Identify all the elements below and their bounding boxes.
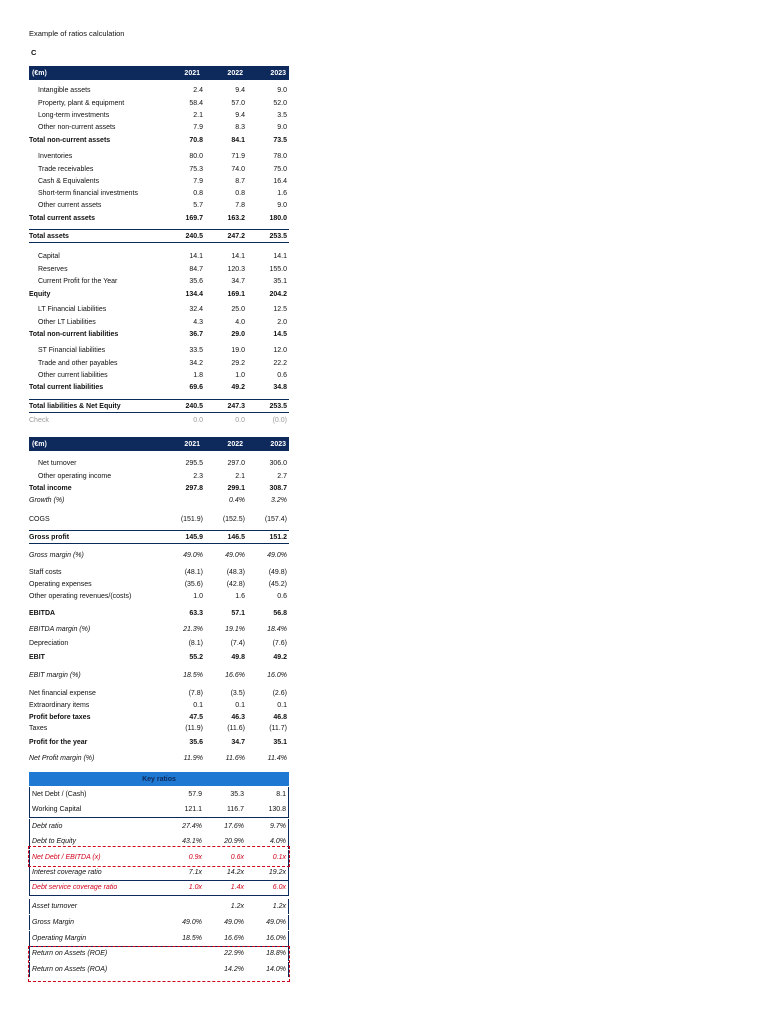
is-row-profit-for-the-year bbox=[29, 736, 289, 748]
bs-row-label: Intangible assets bbox=[38, 86, 91, 94]
is-cell-2023: 49.0% bbox=[267, 551, 287, 559]
is-row-label: COGS bbox=[29, 515, 50, 523]
kr-cell-2022: 1.2x bbox=[230, 903, 244, 910]
kr-cell-2023: 19.2x bbox=[268, 869, 286, 876]
is-cell-2022: 49.0% bbox=[225, 551, 245, 559]
is-row-staff-costs bbox=[29, 566, 289, 578]
kr-row-label: Debt ratio bbox=[32, 823, 63, 830]
is-row-label: Net turnover bbox=[38, 459, 77, 467]
bs-cell-2021: 240.5 bbox=[185, 232, 203, 240]
bs-cell-2022: 34.7 bbox=[231, 277, 245, 285]
is-cell-2023: 56.8 bbox=[273, 609, 287, 617]
bs-row-total-current-liabilities bbox=[29, 381, 289, 393]
kr-cell-2022: 20.9% bbox=[224, 838, 244, 845]
bs-row-label: Total non-current assets bbox=[29, 136, 111, 144]
is-row-gross-margin bbox=[29, 549, 289, 561]
bs-cell-2022: 8.3 bbox=[235, 123, 245, 131]
bs-cell-2022: 14.1 bbox=[231, 252, 245, 260]
is-cell-2021: (151.9) bbox=[180, 515, 203, 523]
bs-row-label: Capital bbox=[38, 252, 60, 260]
bs-cell-2023: 75.0 bbox=[273, 165, 287, 173]
is-row-label: Depreciation bbox=[29, 639, 69, 647]
bs-row-equity bbox=[29, 288, 289, 300]
kr-cell-2022: 14.2x bbox=[226, 869, 244, 876]
bs-row-trade-and-other-payables bbox=[29, 357, 289, 369]
bs-cell-2021: 36.7 bbox=[189, 330, 203, 338]
bs-row-lt-financial-liabilities bbox=[29, 303, 289, 315]
bs-row-capital bbox=[29, 250, 289, 262]
is-cell-2023: 3.2% bbox=[271, 496, 287, 504]
is-cell-2021: (7.8) bbox=[188, 689, 203, 697]
kr-cell-2022: 49.0% bbox=[224, 919, 244, 926]
is-row-label: Net Profit margin (%) bbox=[29, 754, 95, 762]
is-cell-2023: 49.2 bbox=[273, 653, 287, 661]
kr-row-label: Return on Assets (ROA) bbox=[32, 966, 108, 973]
bs-cell-2022: 29.0 bbox=[231, 330, 245, 338]
bs-cell-2023: 34.8 bbox=[273, 383, 287, 391]
bs-cell-2021: 134.4 bbox=[185, 290, 203, 298]
bs-cell-2022: 247.2 bbox=[227, 232, 245, 240]
is-cell-2022: 299.1 bbox=[227, 484, 245, 492]
is-cell-2022: 146.5 bbox=[227, 533, 245, 541]
kr-row-net-debt-cash bbox=[29, 787, 289, 802]
bs-row-label: Total non-current liabilities bbox=[29, 330, 119, 338]
is-row-label: Other operating income bbox=[38, 472, 112, 480]
is-cell-2021: 49.0% bbox=[183, 551, 203, 559]
is-cell-2022: 34.7 bbox=[231, 738, 245, 746]
bs-cell-2021: 0.0 bbox=[193, 416, 203, 424]
is-cell-2023: 0.1 bbox=[277, 701, 287, 709]
bs-row-other-non-current-assets bbox=[29, 121, 289, 133]
kr-row-label: Net Debt / EBITDA (x) bbox=[32, 854, 101, 861]
income-statement-header bbox=[29, 437, 289, 451]
is-cell-2023: 11.4% bbox=[267, 754, 287, 762]
bs-cell-2022: 29.2 bbox=[231, 359, 245, 367]
bs-cell-2023: 12.5 bbox=[273, 305, 287, 313]
bs-cell-2022: 120.3 bbox=[227, 265, 245, 273]
bs-cell-2021: 4.3 bbox=[193, 318, 203, 326]
bs-cell-2022: 25.0 bbox=[231, 305, 245, 313]
kr-cell-2021: 43.1% bbox=[182, 838, 202, 845]
bs-cell-2022: 19.0 bbox=[231, 346, 245, 354]
bs-row-long-term-investments bbox=[29, 109, 289, 121]
bs-row-reserves bbox=[29, 263, 289, 275]
is-row-ebit bbox=[29, 651, 289, 663]
bs-row-current-profit-for-the-year bbox=[29, 275, 289, 287]
is-row-label: Profit before taxes bbox=[29, 713, 91, 721]
is-cell-2023: (11.7) bbox=[269, 724, 287, 732]
is-cell-2023: 151.2 bbox=[269, 533, 287, 541]
bs-row-inventories bbox=[29, 150, 289, 162]
is-row-net-financial-expense bbox=[29, 687, 289, 699]
bs-row-label: Current Profit for the Year bbox=[38, 277, 118, 285]
bs-row-other-current-assets bbox=[29, 199, 289, 211]
bs-cell-2023: 155.0 bbox=[269, 265, 287, 273]
is-cell-2021: 63.3 bbox=[189, 609, 203, 617]
kr-cell-2023: 14.0% bbox=[266, 966, 286, 973]
bs-row-label: ST Financial liabilities bbox=[38, 346, 106, 354]
is-cell-2023: 0.6 bbox=[277, 592, 287, 600]
is-row-label: Net financial expense bbox=[29, 689, 96, 697]
bs-row-total-non-current-assets bbox=[29, 134, 289, 146]
is-cell-2021: 295.5 bbox=[185, 459, 203, 467]
bs-header-unit: (€m) bbox=[32, 69, 47, 77]
is-cell-2023: (157.4) bbox=[264, 515, 287, 523]
is-header-2023: 2023 bbox=[270, 440, 286, 448]
bs-cell-2022: 1.0 bbox=[235, 371, 245, 379]
is-row-label: Operating expenses bbox=[29, 580, 92, 588]
bs-cell-2023: 9.0 bbox=[277, 86, 287, 94]
is-row-label: Gross profit bbox=[29, 533, 70, 541]
bs-cell-2021: 58.4 bbox=[189, 99, 203, 107]
bs-cell-2023: 78.0 bbox=[273, 152, 287, 160]
balance-sheet-header bbox=[29, 66, 289, 80]
is-cell-2023: 46.8 bbox=[273, 713, 287, 721]
bs-cell-2021: 0.8 bbox=[193, 189, 203, 197]
page-title: Example of ratios calculation bbox=[29, 29, 125, 38]
kr-cell-2023: 8.1 bbox=[276, 791, 286, 798]
bs-cell-2022: 74.0 bbox=[231, 165, 245, 173]
is-cell-2022: 0.1 bbox=[235, 701, 245, 709]
bs-cell-2021: 240.5 bbox=[185, 402, 203, 410]
kr-row-return-on-assets-roa bbox=[29, 962, 289, 977]
bs-row-label: Equity bbox=[29, 290, 51, 298]
bs-cell-2023: 12.0 bbox=[273, 346, 287, 354]
bs-row-other-lt-liabilities bbox=[29, 316, 289, 328]
kr-row-debt-to-equity bbox=[29, 834, 289, 849]
bs-cell-2023: 22.2 bbox=[273, 359, 287, 367]
bs-header-2021: 2021 bbox=[184, 69, 200, 77]
bs-row-label: Property, plant & equipment bbox=[38, 99, 125, 107]
kr-row-label: Gross Margin bbox=[32, 919, 75, 926]
bs-row-label: Other current liabilities bbox=[38, 371, 108, 379]
bs-row-label: Check bbox=[29, 416, 49, 424]
bs-cell-2021: 1.8 bbox=[193, 371, 203, 379]
is-row-gross-profit bbox=[29, 530, 289, 544]
bs-cell-2021: 34.2 bbox=[189, 359, 203, 367]
bs-row-check bbox=[29, 414, 289, 426]
kr-row-operating-margin bbox=[29, 931, 289, 947]
bs-row-label: Total current liabilities bbox=[29, 383, 104, 391]
bs-cell-2023: 3.5 bbox=[277, 111, 287, 119]
is-cell-2022: 46.3 bbox=[231, 713, 245, 721]
kr-row-label: Debt service coverage ratio bbox=[32, 884, 118, 891]
kr-cell-2021: 18.5% bbox=[182, 935, 202, 942]
bs-cell-2021: 70.8 bbox=[189, 136, 203, 144]
is-cell-2021: 0.1 bbox=[193, 701, 203, 709]
bs-cell-2021: 80.0 bbox=[189, 152, 203, 160]
bs-cell-2021: 84.7 bbox=[189, 265, 203, 273]
kr-cell-2022: 17.6% bbox=[224, 823, 244, 830]
is-cell-2021: (35.6) bbox=[184, 580, 203, 588]
section-letter: C bbox=[31, 48, 37, 57]
is-cell-2023: 306.0 bbox=[269, 459, 287, 467]
is-row-other-operating-revenues-costs bbox=[29, 590, 289, 602]
bs-row-label: Total liabilities & Net Equity bbox=[29, 402, 121, 410]
bs-cell-2023: (0.0) bbox=[272, 416, 287, 424]
is-row-growth bbox=[29, 494, 289, 506]
is-cell-2022: 2.1 bbox=[235, 472, 245, 480]
bs-row-intangible-assets bbox=[29, 84, 289, 96]
is-row-label: Growth (%) bbox=[29, 496, 65, 504]
kr-cell-2023: 49.0% bbox=[266, 919, 286, 926]
is-row-label: Other operating revenues/(costs) bbox=[29, 592, 132, 600]
kr-row-label: Operating Margin bbox=[32, 935, 87, 942]
is-cell-2021: (8.1) bbox=[188, 639, 203, 647]
bs-cell-2021: 69.6 bbox=[189, 383, 203, 391]
bs-cell-2023: 180.0 bbox=[269, 214, 287, 222]
bs-cell-2023: 73.5 bbox=[273, 136, 287, 144]
bs-cell-2022: 247.3 bbox=[227, 402, 245, 410]
bs-cell-2022: 84.1 bbox=[231, 136, 245, 144]
is-header-2021: 2021 bbox=[184, 440, 200, 448]
is-cell-2022: 49.8 bbox=[231, 653, 245, 661]
bs-cell-2021: 32.4 bbox=[189, 305, 203, 313]
bs-cell-2022: 7.8 bbox=[235, 201, 245, 209]
bs-cell-2023: 253.5 bbox=[269, 232, 287, 240]
bs-row-cash-equivalents bbox=[29, 175, 289, 187]
bs-row-label: Inventories bbox=[38, 152, 73, 160]
is-cell-2022: 11.6% bbox=[225, 754, 245, 762]
is-cell-2021: 145.9 bbox=[185, 533, 203, 541]
is-row-total-income bbox=[29, 482, 289, 494]
is-cell-2022: 297.0 bbox=[227, 459, 245, 467]
kr-cell-2023: 4.0% bbox=[270, 838, 286, 845]
kr-cell-2021: 57.9 bbox=[188, 791, 202, 798]
is-cell-2021: (11.9) bbox=[185, 724, 203, 732]
bs-row-label: Long-term investments bbox=[38, 111, 110, 119]
bs-row-total-liabilities-net-equity bbox=[29, 399, 289, 413]
bs-row-label: Total current assets bbox=[29, 214, 96, 222]
bs-row-label: LT Financial Liabilities bbox=[38, 305, 107, 313]
is-row-net-profit-margin bbox=[29, 752, 289, 764]
kr-row-label: Working Capital bbox=[32, 806, 82, 813]
bs-cell-2023: 1.6 bbox=[277, 189, 287, 197]
kr-cell-2021: 7.1x bbox=[188, 869, 202, 876]
bs-cell-2022: 169.1 bbox=[227, 290, 245, 298]
bs-row-st-financial-liabilities bbox=[29, 344, 289, 356]
kr-row-return-on-assets-roe bbox=[29, 946, 289, 961]
is-cell-2021: 35.6 bbox=[189, 738, 203, 746]
bs-cell-2021: 35.6 bbox=[189, 277, 203, 285]
bs-row-label: Trade and other payables bbox=[38, 359, 118, 367]
is-row-label: Total income bbox=[29, 484, 72, 492]
is-row-ebitda bbox=[29, 607, 289, 619]
bs-row-label: Other non-current assets bbox=[38, 123, 116, 131]
is-row-label: Gross margin (%) bbox=[29, 551, 84, 559]
bs-cell-2022: 9.4 bbox=[235, 86, 245, 94]
is-cell-2023: 2.7 bbox=[277, 472, 287, 480]
is-row-label: EBIT bbox=[29, 653, 45, 661]
key-ratios-header: Key ratios bbox=[29, 772, 289, 786]
bs-cell-2022: 71.9 bbox=[231, 152, 245, 160]
kr-row-label: Interest coverage ratio bbox=[32, 869, 102, 876]
is-cell-2023: 308.7 bbox=[269, 484, 287, 492]
kr-row-asset-turnover bbox=[29, 899, 289, 914]
bs-cell-2021: 2.1 bbox=[193, 111, 203, 119]
is-cell-2022: (7.4) bbox=[230, 639, 245, 647]
kr-row-interest-coverage-ratio bbox=[29, 865, 289, 881]
kr-row-label: Return on Assets (ROE) bbox=[32, 950, 108, 957]
is-cell-2022: 19.1% bbox=[225, 625, 245, 633]
kr-cell-2022: 16.6% bbox=[224, 935, 244, 942]
is-row-ebit-margin bbox=[29, 669, 289, 681]
is-row-operating-expenses bbox=[29, 578, 289, 590]
kr-cell-2023: 16.0% bbox=[266, 935, 286, 942]
is-row-depreciation bbox=[29, 637, 289, 649]
is-cell-2021: 18.5% bbox=[183, 671, 203, 679]
is-cell-2021: (48.1) bbox=[184, 568, 203, 576]
bs-row-label: Reserves bbox=[38, 265, 68, 273]
bs-cell-2023: 9.0 bbox=[277, 201, 287, 209]
is-row-label: Profit for the year bbox=[29, 738, 88, 746]
bs-cell-2021: 7.9 bbox=[193, 123, 203, 131]
bs-row-trade-receivables bbox=[29, 163, 289, 175]
is-row-label: Extraordinary items bbox=[29, 701, 90, 709]
bs-cell-2021: 2.4 bbox=[193, 86, 203, 94]
kr-cell-2021: 27.4% bbox=[182, 823, 202, 830]
kr-row-net-debt-ebitda-x bbox=[29, 850, 289, 865]
is-row-taxes bbox=[29, 722, 289, 734]
is-cell-2021: 21.3% bbox=[183, 625, 203, 633]
bs-cell-2023: 52.0 bbox=[273, 99, 287, 107]
is-cell-2021: 47.5 bbox=[189, 713, 203, 721]
is-cell-2023: 18.4% bbox=[267, 625, 287, 633]
bs-row-total-non-current-liabilities bbox=[29, 328, 289, 340]
kr-cell-2023: 9.7% bbox=[270, 823, 286, 830]
kr-row-label: Net Debt / (Cash) bbox=[32, 791, 87, 798]
bs-cell-2023: 0.6 bbox=[277, 371, 287, 379]
is-row-label: EBITDA margin (%) bbox=[29, 625, 91, 633]
bs-row-label: Total assets bbox=[29, 232, 69, 240]
kr-cell-2022: 14.2% bbox=[224, 966, 244, 973]
bs-cell-2022: 8.7 bbox=[235, 177, 245, 185]
kr-cell-2023: 1.2x bbox=[272, 903, 286, 910]
is-cell-2022: 57.1 bbox=[231, 609, 245, 617]
kr-cell-2021: 49.0% bbox=[182, 919, 202, 926]
bs-cell-2021: 14.1 bbox=[189, 252, 203, 260]
is-cell-2022: (3.5) bbox=[230, 689, 245, 697]
kr-row-gross-margin bbox=[29, 915, 289, 930]
bs-cell-2023: 9.0 bbox=[277, 123, 287, 131]
kr-cell-2021: 1.0x bbox=[188, 884, 202, 891]
kr-cell-2022: 0.6x bbox=[230, 854, 244, 861]
is-row-label: Staff costs bbox=[29, 568, 62, 576]
bs-cell-2023: 35.1 bbox=[273, 277, 287, 285]
bs-row-label: Trade receivables bbox=[38, 165, 94, 173]
is-row-other-operating-income bbox=[29, 470, 289, 482]
is-row-label: EBITDA bbox=[29, 609, 56, 617]
bs-cell-2021: 169.7 bbox=[185, 214, 203, 222]
kr-row-debt-ratio bbox=[29, 819, 289, 834]
kr-cell-2021: 0.9x bbox=[188, 854, 202, 861]
is-cell-2021: 1.0 bbox=[193, 592, 203, 600]
bs-cell-2021: 33.5 bbox=[189, 346, 203, 354]
kr-cell-2022: 22.9% bbox=[224, 950, 244, 957]
is-cell-2022: (48.3) bbox=[226, 568, 245, 576]
bs-cell-2023: 204.2 bbox=[269, 290, 287, 298]
kr-cell-2021: 121.1 bbox=[184, 806, 202, 813]
is-cell-2023: (7.6) bbox=[272, 639, 287, 647]
bs-cell-2022: 0.0 bbox=[235, 416, 245, 424]
is-row-extraordinary-items bbox=[29, 699, 289, 711]
kr-cell-2023: 0.1x bbox=[272, 854, 286, 861]
bs-cell-2022: 57.0 bbox=[231, 99, 245, 107]
bs-cell-2023: 14.5 bbox=[273, 330, 287, 338]
is-cell-2023: (49.8) bbox=[268, 568, 287, 576]
is-header-unit: (€m) bbox=[32, 440, 47, 448]
kr-cell-2022: 1.4x bbox=[230, 884, 244, 891]
bs-header-2022: 2022 bbox=[227, 69, 243, 77]
kr-cell-2023: 130.8 bbox=[268, 806, 286, 813]
kr-row-debt-service-coverage-ratio bbox=[29, 880, 289, 896]
is-cell-2021: 55.2 bbox=[189, 653, 203, 661]
bs-row-property-plant-equipment bbox=[29, 97, 289, 109]
bs-row-label: Other current assets bbox=[38, 201, 102, 209]
is-row-label: EBIT margin (%) bbox=[29, 671, 81, 679]
is-cell-2022: (11.6) bbox=[227, 724, 245, 732]
is-cell-2021: 11.9% bbox=[183, 754, 203, 762]
bs-cell-2023: 14.1 bbox=[273, 252, 287, 260]
is-header-2022: 2022 bbox=[227, 440, 243, 448]
is-cell-2023: 35.1 bbox=[273, 738, 287, 746]
is-cell-2022: 1.6 bbox=[235, 592, 245, 600]
kr-cell-2023: 18.8% bbox=[266, 950, 286, 957]
bs-row-total-assets bbox=[29, 229, 289, 243]
is-row-label: Taxes bbox=[29, 724, 48, 732]
bs-cell-2021: 75.3 bbox=[189, 165, 203, 173]
is-row-net-turnover bbox=[29, 457, 289, 469]
bs-row-label: Short-term financial investments bbox=[38, 189, 138, 197]
bs-row-label: Other LT Liabilities bbox=[38, 318, 96, 326]
bs-header-2023: 2023 bbox=[270, 69, 286, 77]
bs-cell-2023: 16.4 bbox=[273, 177, 287, 185]
bs-cell-2022: 163.2 bbox=[227, 214, 245, 222]
bs-cell-2022: 0.8 bbox=[235, 189, 245, 197]
kr-cell-2023: 6.0x bbox=[272, 884, 286, 891]
bs-row-short-term-financial-investments bbox=[29, 187, 289, 199]
bs-cell-2023: 2.0 bbox=[277, 318, 287, 326]
is-row-ebitda-margin bbox=[29, 623, 289, 635]
is-row-cogs bbox=[29, 513, 289, 525]
is-cell-2023: (45.2) bbox=[268, 580, 287, 588]
bs-cell-2021: 7.9 bbox=[193, 177, 203, 185]
bs-row-other-current-liabilities bbox=[29, 369, 289, 381]
is-cell-2021: 2.3 bbox=[193, 472, 203, 480]
bs-cell-2022: 49.2 bbox=[231, 383, 245, 391]
is-cell-2022: 0.4% bbox=[229, 496, 245, 504]
kr-row-label: Asset turnover bbox=[32, 903, 78, 910]
kr-cell-2022: 35.3 bbox=[230, 791, 244, 798]
is-cell-2023: (2.6) bbox=[272, 689, 287, 697]
kr-row-working-capital bbox=[29, 802, 289, 818]
is-cell-2022: (42.8) bbox=[226, 580, 245, 588]
bs-cell-2022: 4.0 bbox=[235, 318, 245, 326]
bs-cell-2023: 253.5 bbox=[269, 402, 287, 410]
is-cell-2022: (152.5) bbox=[222, 515, 245, 523]
is-cell-2022: 16.6% bbox=[225, 671, 245, 679]
bs-cell-2022: 9.4 bbox=[235, 111, 245, 119]
bs-row-total-current-assets bbox=[29, 212, 289, 224]
is-cell-2021: 297.8 bbox=[185, 484, 203, 492]
kr-cell-2022: 116.7 bbox=[227, 806, 244, 813]
bs-cell-2021: 5.7 bbox=[193, 201, 203, 209]
bs-row-label: Cash & Equivalents bbox=[38, 177, 100, 185]
kr-row-label: Debt to Equity bbox=[32, 838, 76, 845]
is-cell-2023: 16.0% bbox=[267, 671, 287, 679]
